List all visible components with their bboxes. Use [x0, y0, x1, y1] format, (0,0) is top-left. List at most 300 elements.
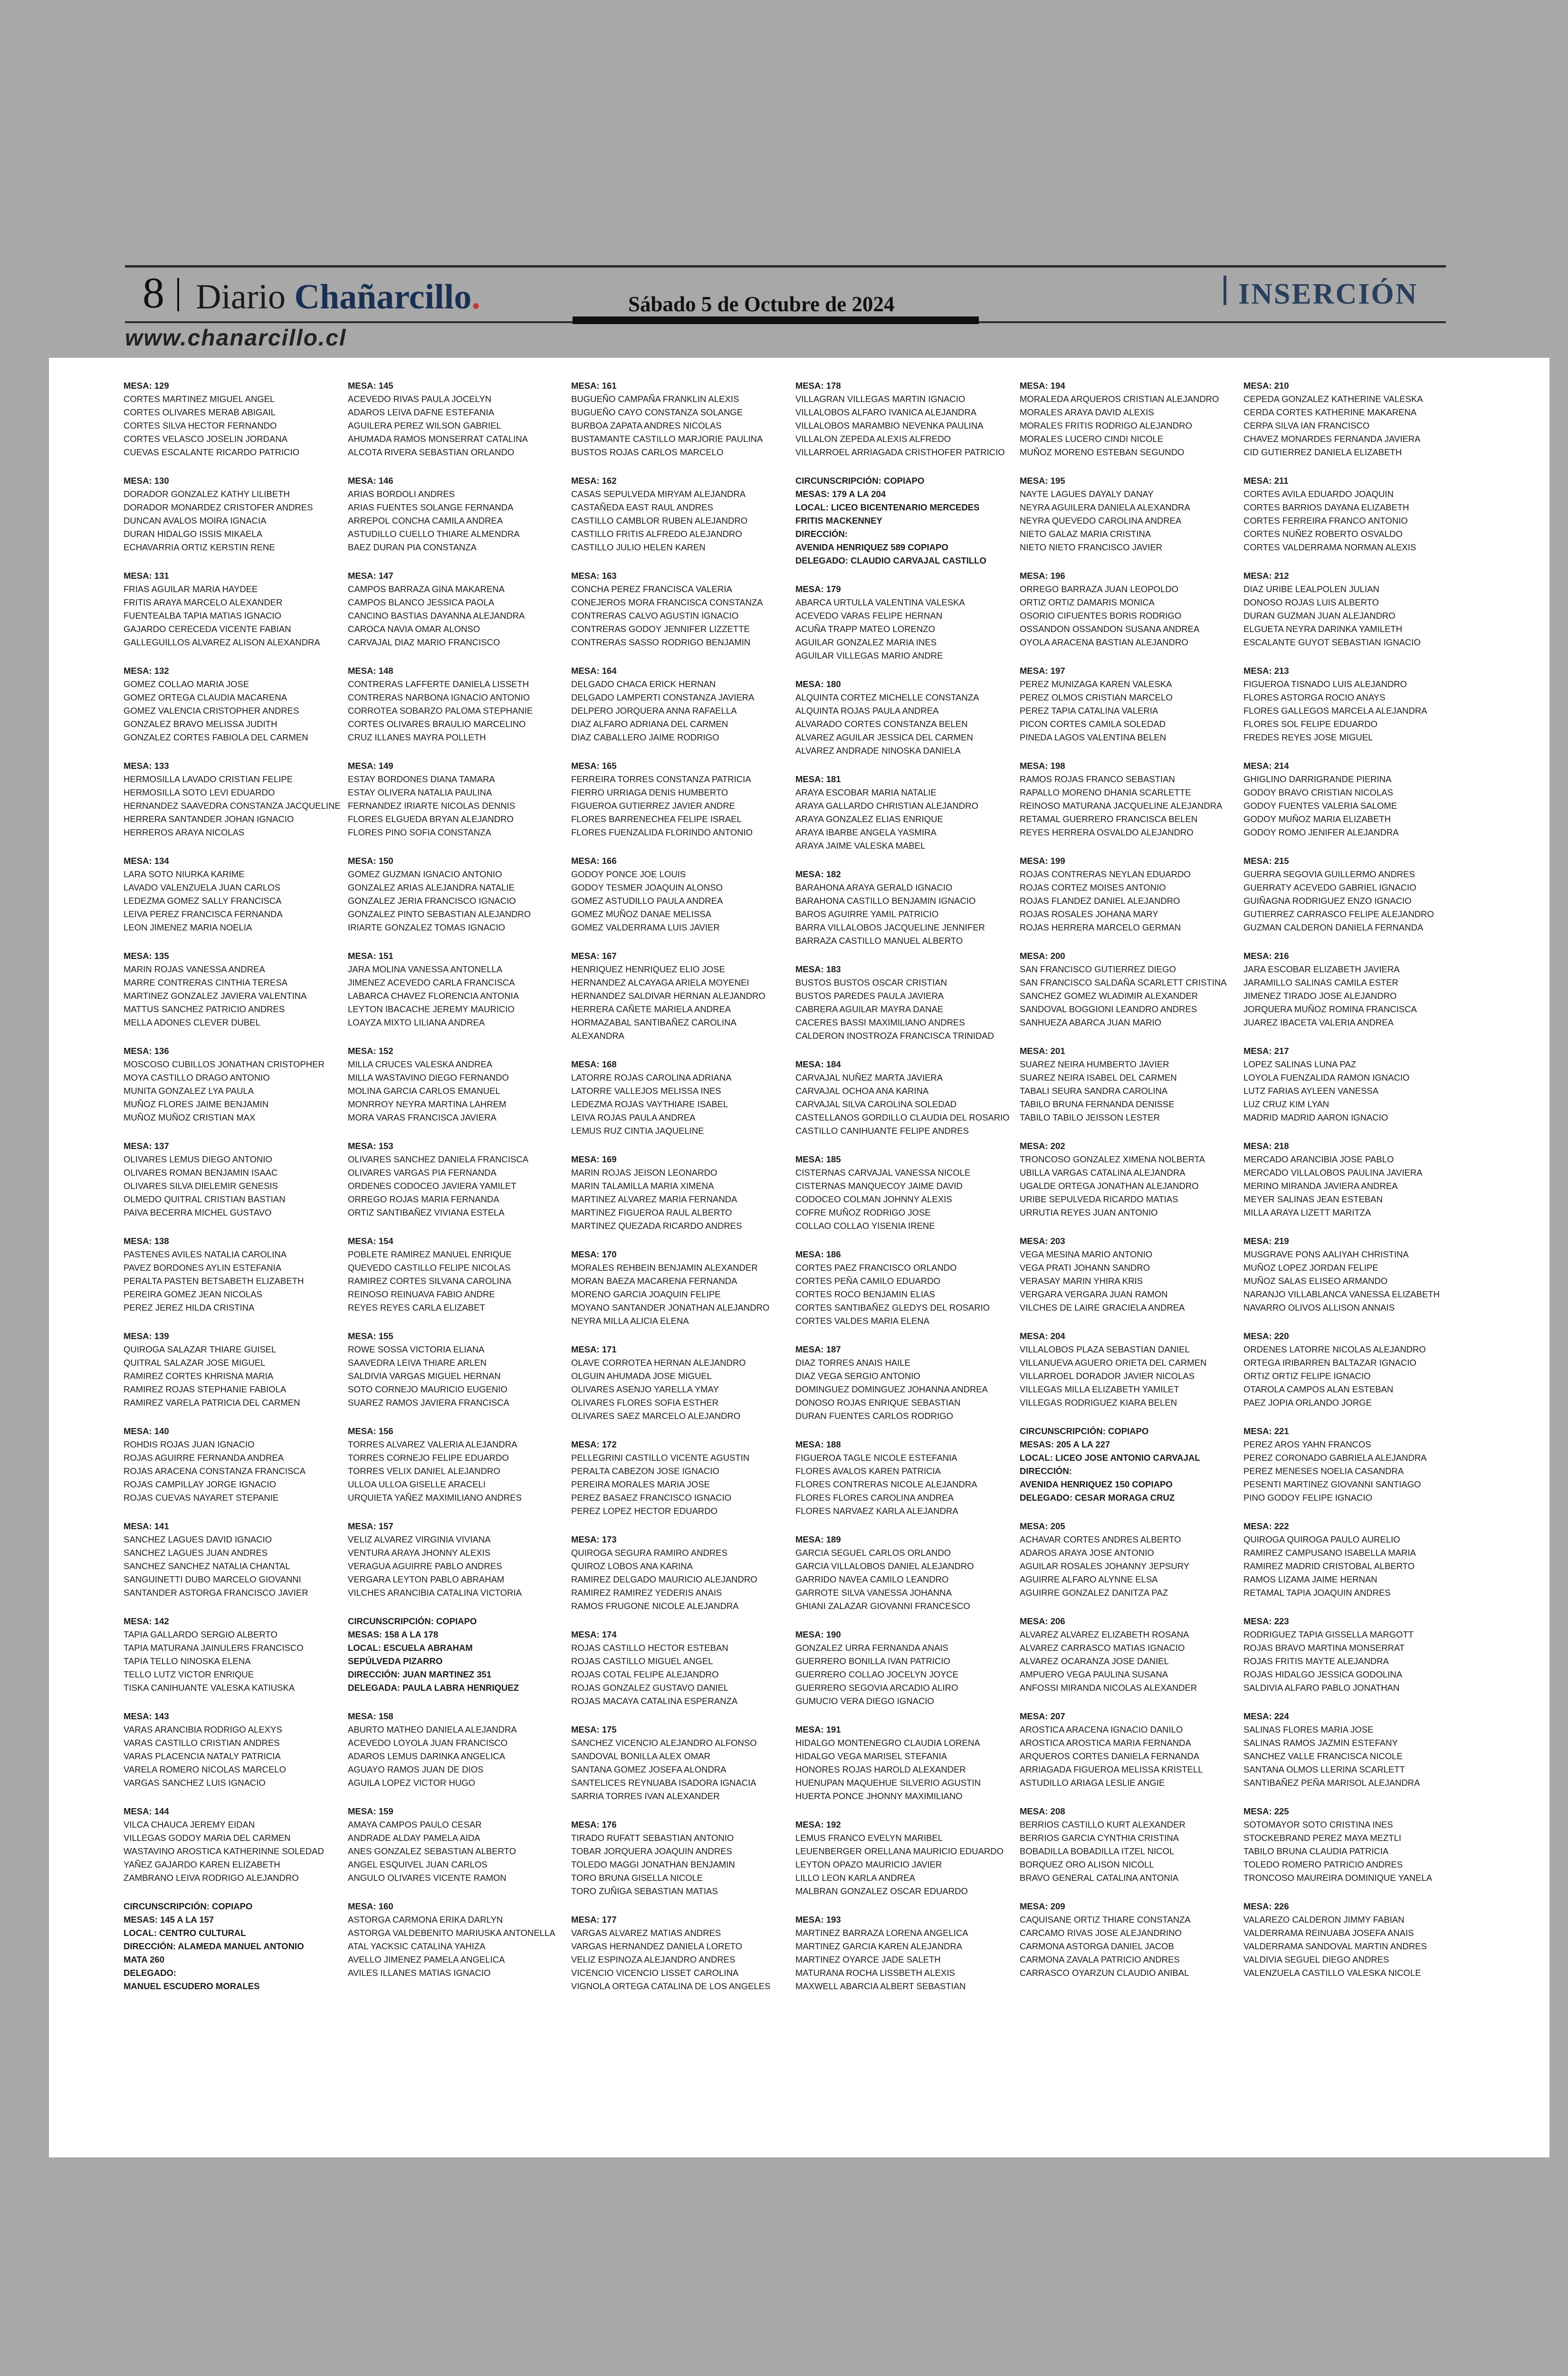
- voter-name: BARRAZA CASTILLO MANUEL ALBERTO: [795, 936, 963, 946]
- voter-name: CASTILLO CANIHUANTE FELIPE ANDRES: [795, 1126, 969, 1136]
- mesa-title: MESA: 225: [1243, 1806, 1289, 1816]
- voter-name: URRUTIA REYES JUAN ANTONIO: [1020, 1207, 1158, 1217]
- voter-name: CONTRERAS LAFFERTE DANIELA LISSETH: [348, 679, 529, 689]
- mesa-title: MESA: 159: [348, 1806, 393, 1816]
- voter-name: JIMENEZ TIRADO JOSE ALEJANDRO: [1243, 991, 1397, 1001]
- voter-name: CASTILLO FRITIS ALFREDO ALEJANDRO: [571, 529, 742, 539]
- voter-name: AMAYA CAMPOS PAULO CESAR: [348, 1820, 482, 1830]
- voter-name: BRAVO GENERAL CATALINA ANTONIA: [1020, 1873, 1179, 1883]
- voter-name: DELPERO JORQUERA ANNA RAFAELLA: [571, 706, 737, 716]
- voter-name: BUSTOS ROJAS CARLOS MARCELO: [571, 447, 724, 457]
- voter-name: BUGUEÑO CAYO CONSTANZA SOLANGE: [571, 407, 743, 417]
- voter-name: LABARCA CHAVEZ FLORENCIA ANTONIA: [348, 991, 519, 1001]
- mesa-title: MESA: 190: [795, 1629, 841, 1639]
- voter-name: ORTIZ ORTIZ DAMARIS MONICA: [1020, 597, 1155, 607]
- voter-name: ARAYA GALLARDO CHRISTIAN ALEJANDRO: [795, 801, 978, 811]
- voter-name: LARA SOTO NIURKA KARIME: [124, 869, 245, 879]
- mesa-block: [1243, 379, 1457, 459]
- mesa-block: [124, 569, 337, 649]
- voter-name: PEREZ MENESES NOELIA CASANDRA: [1243, 1466, 1404, 1476]
- voter-name: LEYTON OPAZO MAURICIO JAVIER: [795, 1859, 942, 1869]
- voter-name: HERNANDEZ ALCAYAGA ARIELA MOYENEI: [571, 977, 749, 987]
- mesa-title: MESA: 223: [1243, 1616, 1289, 1626]
- voter-name: SANTANA GOMEZ JOSEFA ALONDRA: [571, 1764, 727, 1774]
- mesa-block: [1020, 664, 1233, 744]
- mesa-title: MESA: 209: [1020, 1901, 1065, 1911]
- voter-name: DIAZ CABALLERO JAIME RODRIGO: [571, 732, 719, 742]
- voter-name: DELGADO CHACA ERICK HERNAN: [571, 679, 716, 689]
- mesa-block: [1243, 569, 1457, 649]
- location-detail-line: DIRECCIÓN:: [1020, 1466, 1072, 1476]
- voter-name: FRITIS ARAYA MARCELO ALEXANDER: [124, 597, 283, 607]
- mesa-title: MESA: 147: [348, 571, 393, 581]
- voter-name: AGUILAR GONZALEZ MARIA INES: [795, 637, 937, 647]
- voter-name: GODOY TESMER JOAQUIN ALONSO: [571, 882, 723, 892]
- voter-name: MARTINEZ BARRAZA LORENA ANGELICA: [795, 1928, 968, 1938]
- voter-name: PEREZ TAPIA CATALINA VALERIA: [1020, 706, 1158, 716]
- mesa-title: MESA: 213: [1243, 666, 1289, 676]
- voter-name: VELIZ ESPINOZA ALEJANDRO ANDRES: [571, 1954, 736, 1964]
- voter-name: GARROTE SILVA VANESSA JOHANNA: [795, 1588, 952, 1598]
- voter-name: AGUIRRE ALFARO ALYNNE ELSA: [1020, 1574, 1158, 1584]
- voter-name: WASTAVINO AROSTICA KATHERINNE SOLEDAD: [124, 1846, 324, 1856]
- mesa-block: [1020, 1520, 1233, 1600]
- voter-name: ACEVEDO VARAS FELIPE HERNAN: [795, 611, 943, 621]
- location-detail-line: LOCAL: LICEO BICENTENARIO MERCEDES: [795, 502, 980, 512]
- voter-name: RAMIREZ CORTES SILVANA CAROLINA: [348, 1276, 512, 1286]
- mesa-block: [348, 854, 562, 934]
- voter-name: PESENTI MARTINEZ GIOVANNI SANTIAGO: [1243, 1479, 1421, 1489]
- mesa-block: [124, 759, 341, 839]
- voter-name: MARRE CONTRERAS CINTHIA TERESA: [124, 977, 288, 987]
- voter-name: DIAZ URIBE LEALPOLEN JULIAN: [1243, 584, 1379, 594]
- mesa-title: MESA: 178: [795, 381, 841, 391]
- voter-name: CORTES BARRIOS DAYANA ELIZABETH: [1243, 502, 1409, 512]
- voter-name: PEREZ AROS YAHN FRANCOS: [1243, 1439, 1371, 1449]
- mesa-block: [795, 773, 1009, 853]
- voter-name: TAPIA GALLARDO SERGIO ALBERTO: [124, 1629, 277, 1639]
- voter-name: ADAROS ARAYA JOSE ANTONIO: [1020, 1548, 1154, 1558]
- voter-name: TORO ZUÑIGA SEBASTIAN MATIAS: [571, 1886, 718, 1896]
- mesa-title: MESA: 144: [124, 1806, 169, 1816]
- voter-name: CARMONA ZAVALA PATRICIO ANDRES: [1020, 1954, 1180, 1964]
- voter-name: SALDIVIA ALFARO PABLO JONATHAN: [1243, 1683, 1400, 1693]
- voter-name: DELGADO LAMPERTI CONSTANZA JAVIERA: [571, 692, 755, 702]
- voter-name: FIGUEROA TISNADO LUIS ALEJANDRO: [1243, 679, 1407, 689]
- mesa-title: MESA: 154: [348, 1236, 393, 1246]
- mesa-title: MESA: 151: [348, 951, 393, 961]
- voter-name: TOLEDO MAGGI JONATHAN BENJAMIN: [571, 1859, 735, 1869]
- mesa-title: MESA: 189: [795, 1534, 841, 1544]
- voter-name: DORADOR MONARDEZ CRISTOFER ANDRES: [124, 502, 313, 512]
- voter-name: RAMIREZ DELGADO MAURICIO ALEJANDRO: [571, 1574, 757, 1584]
- voter-name: QUIROGA SEGURA RAMIRO ANDRES: [571, 1548, 727, 1558]
- mesa-block: [1243, 854, 1457, 934]
- voter-name: LAVADO VALENZUELA JUAN CARLOS: [124, 882, 281, 892]
- voter-name: SANCHEZ LAGUES DAVID IGNACIO: [124, 1534, 272, 1544]
- voter-name: TELLO LUTZ VICTOR ENRIQUE: [124, 1669, 254, 1679]
- voter-name: PEREZ BASAEZ FRANCISCO IGNACIO: [571, 1493, 732, 1503]
- mesa-block: [571, 1533, 785, 1613]
- mesa-title: MESA: 168: [571, 1059, 617, 1069]
- voter-name: GONZALEZ PINTO SEBASTIAN ALEJANDRO: [348, 909, 531, 919]
- mesa-title: MESA: 217: [1243, 1046, 1289, 1056]
- mesa-block: [795, 1818, 1009, 1898]
- voter-name: ALVAREZ ALVAREZ ELIZABETH ROSANA: [1020, 1629, 1189, 1639]
- voter-name: DONOSO ROJAS LUIS ALBERTO: [1243, 597, 1379, 607]
- voter-name: GODOY MUÑOZ MARIA ELIZABETH: [1243, 814, 1391, 824]
- voter-name: ROJAS MACAYA CATALINA ESPERANZA: [571, 1696, 738, 1706]
- voter-name: MALBRAN GONZALEZ OSCAR EDUARDO: [795, 1886, 968, 1896]
- voter-name: AGUILERA PEREZ WILSON GABRIEL: [348, 421, 501, 431]
- voter-name: ROJAS HERRERA MARCELO GERMAN: [1020, 922, 1181, 932]
- mesa-block: [795, 678, 1009, 757]
- mesa-block: [348, 379, 562, 459]
- mesa-block: [348, 474, 562, 554]
- voter-name: VILCHES ARANCIBIA CATALINA VICTORIA: [348, 1588, 522, 1598]
- voter-name: LEDEZMA GOMEZ SALLY FRANCISCA: [124, 896, 282, 906]
- voter-name: SALDIVIA VARGAS MIGUEL HERNAN: [348, 1371, 501, 1381]
- voter-name: GONZALEZ URRA FERNANDA ANAIS: [795, 1643, 948, 1653]
- voter-name: VALENZUELA CASTILLO VALESKA NICOLE: [1243, 1968, 1421, 1978]
- mesa-block: [795, 1058, 1009, 1138]
- voter-name: CORTES PEÑA CAMILO EDUARDO: [795, 1276, 940, 1286]
- mesa-block: [124, 949, 337, 1029]
- mesa-block: [348, 1235, 562, 1314]
- mesa-title: MESA: 214: [1243, 761, 1289, 771]
- voter-name: QUITRAL SALAZAR JOSE MIGUEL: [124, 1358, 266, 1368]
- voter-name: CARVAJAL DIAZ MARIO FRANCISCO: [348, 637, 500, 647]
- mesa-block: [795, 963, 1009, 1043]
- voter-name: SALINAS FLORES MARIA JOSE: [1243, 1725, 1374, 1734]
- voter-name: ALQUINTA ROJAS PAULA ANDREA: [795, 706, 939, 716]
- mesa-block: [571, 1058, 785, 1138]
- voter-name: MEYER SALINAS JEAN ESTEBAN: [1243, 1194, 1383, 1204]
- voter-name: RAMOS FRUGONE NICOLE ALEJANDRA: [571, 1601, 739, 1611]
- mesa-block: [795, 1533, 1009, 1613]
- voter-name: GUMUCIO VERA DIEGO IGNACIO: [795, 1696, 934, 1706]
- voter-name: VILLAGRAN VILLEGAS MARTIN IGNACIO: [795, 394, 966, 404]
- voter-name: HENRIQUEZ HENRIQUEZ ELIO JOSE: [571, 964, 725, 974]
- mesa-block: [348, 1710, 562, 1790]
- mesa-title: MESA: 164: [571, 666, 617, 676]
- voter-name: PEREIRA GOMEZ JEAN NICOLAS: [124, 1289, 262, 1299]
- mesa-title: MESA: 132: [124, 666, 169, 676]
- voter-name: ORREGO ROJAS MARIA FERNANDA: [348, 1194, 499, 1204]
- location-detail-line: DELEGADO: CLAUDIO CARVAJAL CASTILLO: [795, 556, 986, 565]
- mesa-title: MESA: 179: [795, 584, 841, 594]
- mesa-title: MESA: 177: [571, 1915, 617, 1925]
- voter-name: GOMEZ ORTEGA CLAUDIA MACARENA: [124, 692, 287, 702]
- voter-name: NEYRA AGUILERA DANIELA ALEXANDRA: [1020, 502, 1190, 512]
- mesa-title: MESA: 146: [348, 476, 393, 486]
- voter-name: OLIVARES LEMUS DIEGO ANTONIO: [124, 1154, 272, 1164]
- mesa-title: MESA: 186: [795, 1249, 841, 1259]
- voter-name: RAMIREZ ROJAS STEPHANIE FABIOLA: [124, 1384, 287, 1394]
- voter-name: OLAVE CORROTEA HERNAN ALEJANDRO: [571, 1358, 746, 1368]
- mesa-block: [124, 1044, 337, 1124]
- voter-name: MUÑOZ LOPEZ JORDAN FELIPE: [1243, 1263, 1378, 1273]
- voter-name: JARA ESCOBAR ELIZABETH JAVIERA: [1243, 964, 1400, 974]
- voter-name: ROJAS ARACENA CONSTANZA FRANCISCA: [124, 1466, 306, 1476]
- voter-name: LEMUS FRANCO EVELYN MARIBEL: [795, 1833, 943, 1843]
- mesa-title: MESA: 160: [348, 1901, 393, 1911]
- voter-name: POBLETE RAMIREZ MANUEL ENRIQUE: [348, 1249, 512, 1259]
- mesa-block: [571, 1913, 785, 1993]
- voter-name: VILLANUEVA AGUERO ORIETA DEL CARMEN: [1020, 1358, 1207, 1368]
- masthead-regular: Diario: [196, 278, 295, 316]
- voter-name: RAMIREZ CAMPUSANO ISABELLA MARIA: [1243, 1548, 1416, 1558]
- voter-name: VARELA ROMERO NICOLAS MARCELO: [124, 1764, 286, 1774]
- voter-name: GARCIA SEGUEL CARLOS ORLANDO: [795, 1548, 951, 1558]
- voter-name: CONEJEROS MORA FRANCISCA CONSTANZA: [571, 597, 763, 607]
- voter-name: CISTERNAS MANQUECOY JAIME DAVID: [795, 1181, 963, 1191]
- voter-name: LEIVA PEREZ FRANCISCA FERNANDA: [124, 909, 283, 919]
- mesa-title: MESA: 203: [1020, 1236, 1065, 1246]
- voter-name: VARAS PLACENCIA NATALY PATRICIA: [124, 1751, 281, 1761]
- mesa-title: MESA: 182: [795, 869, 841, 879]
- mesa-block: [795, 583, 1009, 662]
- voter-name: ECHAVARRIA ORTIZ KERSTIN RENE: [124, 542, 275, 552]
- voter-name: MILLA WASTAVINO DIEGO FERNANDO: [348, 1073, 509, 1083]
- mesa-block: [1020, 1710, 1233, 1790]
- voter-name: FERNANDEZ IRIARTE NICOLAS DENNIS: [348, 801, 516, 811]
- voter-name: RAMIREZ RAMIREZ YEDERIS ANAIS: [571, 1588, 722, 1598]
- voter-name: GARRIDO NAVEA CAMILO LEANDRO: [795, 1574, 949, 1584]
- voter-name: BUGUEÑO CAMPAÑA FRANKLIN ALEXIS: [571, 394, 739, 404]
- voter-name: MERCADO VILLALOBOS PAULINA JAVIERA: [1243, 1168, 1423, 1178]
- voter-name: CASTELLANOS GORDILLO CLAUDIA DEL ROSARIO: [795, 1112, 1010, 1122]
- mesa-title: MESA: 157: [348, 1521, 393, 1531]
- voter-name: ASTUDILLO CUELLO THIARE ALMENDRA: [348, 529, 520, 539]
- voter-name: VARAS ARANCIBIA RODRIGO ALEXYS: [124, 1725, 282, 1734]
- mesa-title: MESA: 165: [571, 761, 617, 771]
- mesa-block: [348, 1330, 562, 1409]
- circunscripcion-title: CIRCUNSCRIPCIÓN: COPIAPO: [348, 1616, 477, 1626]
- mesa-title: MESA: 167: [571, 951, 617, 961]
- mesa-block: [1243, 949, 1457, 1029]
- voter-name: CARVAJAL OCHOA ANA KARINA: [795, 1086, 929, 1096]
- voter-name: VILLALOBOS MARAMBIO NEVENKA PAULINA: [795, 421, 984, 431]
- mesa-title: MESA: 207: [1020, 1711, 1065, 1721]
- voter-name: VALAREZO CALDERON JIMMY FABIAN: [1243, 1915, 1405, 1925]
- mesa-title: MESA: 196: [1020, 571, 1065, 581]
- mesa-block: [571, 664, 785, 744]
- voter-name: SANDOVAL BONILLA ALEX OMAR: [571, 1751, 711, 1761]
- voter-name: FUENTEALBA TAPIA MATIAS IGNACIO: [124, 611, 282, 621]
- voter-name: GOMEZ VALDERRAMA LUIS JAVIER: [571, 922, 720, 932]
- voter-name: GOMEZ COLLAO MARIA JOSE: [124, 679, 249, 689]
- voter-name: CERPA SILVA IAN FRANCISCO: [1243, 421, 1370, 431]
- voter-name: OSSANDON OSSANDON SUSANA ANDREA: [1020, 624, 1200, 634]
- voter-name: ARQUEROS CORTES DANIELA FERNANDA: [1020, 1751, 1199, 1761]
- mesa-block: [1243, 474, 1457, 554]
- mesa-title: MESA: 139: [124, 1331, 169, 1341]
- page-number-divider: [177, 278, 179, 311]
- voter-name: ESTAY BORDONES DIANA TAMARA: [348, 774, 495, 784]
- voter-name: DUNCAN AVALOS MOIRA IGNACIA: [124, 516, 267, 526]
- voter-name: YAÑEZ GAJARDO KAREN ELIZABETH: [124, 1859, 280, 1869]
- voter-name: ROHDIS ROJAS JUAN IGNACIO: [124, 1439, 255, 1449]
- column-5: [1020, 379, 1233, 1995]
- voter-name: FLORES ELGUEDA BRYAN ALEJANDRO: [348, 814, 514, 824]
- voter-name: MARTINEZ ALVAREZ MARIA FERNANDA: [571, 1194, 737, 1204]
- mesa-title: MESA: 216: [1243, 951, 1289, 961]
- mesa-block: [348, 1520, 562, 1600]
- voter-name: GONZALEZ JERIA FRANCISCO IGNACIO: [348, 896, 516, 906]
- mesa-block: [571, 379, 785, 459]
- voter-name: FERREIRA TORRES CONSTANZA PATRICIA: [571, 774, 751, 784]
- mesa-block: [1243, 1805, 1457, 1885]
- mesa-block: [1020, 1140, 1233, 1219]
- voter-name: VARAS CASTILLO CRISTIAN ANDRES: [124, 1738, 280, 1748]
- voter-name: ROJAS GONZALEZ GUSTAVO DANIEL: [571, 1683, 729, 1693]
- voter-name: SANTANA OLMOS LLERINA SCARLETT: [1243, 1764, 1405, 1774]
- mesa-block: [124, 379, 337, 459]
- mesa-title: MESA: 141: [124, 1521, 169, 1531]
- voter-name: BARAHONA ARAYA GERALD IGNACIO: [795, 882, 953, 892]
- voter-name: ASTORGA CARMONA ERIKA DARLYN: [348, 1915, 503, 1925]
- mesa-title: MESA: 187: [795, 1344, 841, 1354]
- voter-name: LATORRE ROJAS CAROLINA ADRIANA: [571, 1073, 732, 1083]
- voter-name: AVILES ILLANES MATIAS IGNACIO: [348, 1968, 491, 1978]
- voter-name: ALVAREZ AGUILAR JESSICA DEL CARMEN: [795, 732, 973, 742]
- mesa-title: MESA: 197: [1020, 666, 1065, 676]
- mesa-block: [795, 1913, 1009, 1993]
- mesa-title: MESA: 199: [1020, 856, 1065, 866]
- voter-name: NARANJO VILLABLANCA VANESSA ELIZABETH: [1243, 1289, 1440, 1299]
- mesa-title: MESA: 149: [348, 761, 393, 771]
- mesa-title: MESA: 166: [571, 856, 617, 866]
- voter-name: SUAREZ RAMOS JAVIERA FRANCISCA: [348, 1398, 509, 1408]
- header-top-rule: [125, 265, 1446, 268]
- voter-name: CORTES SANTIBAÑEZ GLEDYS DEL ROSARIO: [795, 1303, 990, 1313]
- mesa-block: [348, 1900, 562, 1980]
- website-url: www.chanarcillo.cl: [125, 326, 347, 351]
- voter-name: SANCHEZ GOMEZ WLADIMIR ALEXANDER: [1020, 991, 1198, 1001]
- voter-name: NIETO GALAZ MARIA CRISTINA: [1020, 529, 1151, 539]
- voter-name: MORALES REHBEIN BENJAMIN ALEXANDER: [571, 1263, 758, 1273]
- mesa-block: [348, 1044, 562, 1124]
- circunscripcion-block: [795, 474, 1009, 567]
- voter-name: TABALI SEURA SANDRA CAROLINA: [1020, 1086, 1168, 1096]
- voter-name: OLIVARES SAEZ MARCELO ALEJANDRO: [571, 1411, 741, 1421]
- voter-name: BUSTAMANTE CASTILLO MARJORIE PAULINA: [571, 434, 763, 444]
- voter-name: CAQUISANE ORTIZ THIARE CONSTANZA: [1020, 1915, 1191, 1925]
- voter-name: CASAS SEPULVEDA MIRYAM ALEJANDRA: [571, 489, 746, 499]
- voter-name: FRIAS AGUILAR MARIA HAYDEE: [124, 584, 258, 594]
- voter-name: SANHUEZA ABARCA JUAN MARIO: [1020, 1017, 1162, 1027]
- voter-name: OLIVARES SILVA DIELEMIR GENESIS: [124, 1181, 278, 1191]
- location-detail-line: DIRECCIÓN: JUAN MARTINEZ 351: [348, 1669, 492, 1679]
- voter-name: VILLEGAS MILLA ELIZABETH YAMILET: [1020, 1384, 1179, 1394]
- voter-name: AHUMADA RAMOS MONSERRAT CATALINA: [348, 434, 528, 444]
- circunscripcion-title: CIRCUNSCRIPCIÓN: COPIAPO: [1020, 1426, 1149, 1436]
- voter-name: MATURANA ROCHA LISSBETH ALEXIS: [795, 1968, 955, 1978]
- voter-name: BAROS AGUIRRE YAMIL PATRICIO: [795, 909, 939, 919]
- voter-name: HERMOSILLA LAVADO CRISTIAN FELIPE: [124, 774, 293, 784]
- voter-name: PEREIRA MORALES MARIA JOSE: [571, 1479, 710, 1489]
- voter-name: SANCHEZ LAGUES JUAN ANDRES: [124, 1548, 268, 1558]
- voter-name: TORRES VELIX DANIEL ALEJANDRO: [348, 1466, 500, 1476]
- voter-name: CORTES SILVA HECTOR FERNANDO: [124, 421, 277, 431]
- voter-name: ACUÑA TRAPP MATEO LORENZO: [795, 624, 936, 634]
- voter-name: VERASAY MARIN YHIRA KRIS: [1020, 1276, 1143, 1286]
- voter-name: CHAVEZ MONARDES FERNANDA JAVIERA: [1243, 434, 1421, 444]
- voter-name: TOBAR JORQUERA JOAQUIN ANDRES: [571, 1846, 732, 1856]
- voter-name: CONTRERAS CALVO AGUSTIN IGNACIO: [571, 611, 739, 621]
- mesa-title: MESA: 134: [124, 856, 169, 866]
- voter-name: AROSTICA ARACENA IGNACIO DANILO: [1020, 1725, 1183, 1734]
- mesa-block: [1243, 664, 1457, 744]
- voter-name: FLORES ASTORGA ROCIO ANAYS: [1243, 692, 1386, 702]
- voter-name: VILLEGAS GODOY MARIA DEL CARMEN: [124, 1833, 291, 1843]
- mesa-title: MESA: 224: [1243, 1711, 1289, 1721]
- voter-name: MARIN TALAMILLA MARIA XIMENA: [571, 1181, 714, 1191]
- voter-name: PEREZ JEREZ HILDA CRISTINA: [124, 1303, 255, 1313]
- masthead: [196, 279, 480, 315]
- mesa-block: [1243, 1235, 1457, 1314]
- mesa-block: [348, 1805, 562, 1885]
- voter-name: VERAGUA AGUIRRE PABLO ANDRES: [348, 1561, 502, 1571]
- location-detail-line: MESAS: 158 A LA 178: [348, 1629, 439, 1639]
- voter-name: VALDERRAMA SANDOVAL MARTIN ANDRES: [1243, 1941, 1427, 1951]
- column-3: [571, 379, 785, 2008]
- mesa-block: [571, 474, 785, 554]
- mesa-title: MESA: 175: [571, 1725, 617, 1734]
- voter-name: RAMOS ROJAS FRANCO SEBASTIAN: [1020, 774, 1175, 784]
- voter-name: GARCIA VILLALOBOS DANIEL ALEJANDRO: [795, 1561, 974, 1571]
- mesa-title: MESA: 219: [1243, 1236, 1289, 1246]
- voter-name: MILLA ARAYA LIZETT MARITZA: [1243, 1207, 1371, 1217]
- voter-name: MILLA CRUCES VALESKA ANDREA: [348, 1059, 492, 1069]
- voter-name: FLORES CONTRERAS NICOLE ALEJANDRA: [795, 1479, 977, 1489]
- voter-name: NEYRA MILLA ALICIA ELENA: [571, 1316, 689, 1326]
- circunscripcion-block: [348, 1615, 562, 1695]
- voter-name: ANGULO OLIVARES VICENTE RAMON: [348, 1873, 507, 1883]
- voter-name: SANGUINETTI DUBO MARCELO GIOVANNI: [124, 1574, 301, 1584]
- voter-name: ESTAY OLIVERA NATALIA PAULINA: [348, 787, 492, 797]
- voter-name: ARIAS FUENTES SOLANGE FERNANDA: [348, 502, 514, 512]
- voter-name: ROJAS CAMPILLAY JORGE IGNACIO: [124, 1479, 277, 1489]
- voter-name: REINOSO MATURANA JACQUELINE ALEJANDRA: [1020, 801, 1223, 811]
- voter-name: HERREROS ARAYA NICOLAS: [124, 827, 245, 837]
- mesa-block: [124, 1425, 337, 1504]
- voter-name: ALVAREZ OCARANZA JOSE DANIEL: [1020, 1656, 1169, 1666]
- voter-name: OLIVARES ROMAN BENJAMIN ISAAC: [124, 1168, 278, 1178]
- mesa-title: MESA: 212: [1243, 571, 1289, 581]
- location-detail-line: MESAS: 145 A LA 157: [124, 1915, 214, 1925]
- voter-name: MERCADO ARANCIBIA JOSE PABLO: [1243, 1154, 1394, 1164]
- mesa-title: MESA: 163: [571, 571, 617, 581]
- voter-name: SAAVEDRA LEIVA THIARE ARLEN: [348, 1358, 487, 1368]
- voter-name: HIDALGO VEGA MARISEL STEFANIA: [795, 1751, 947, 1761]
- voter-name: GONZALEZ ARIAS ALEJANDRA NATALIE: [348, 882, 515, 892]
- voter-name: DORADOR GONZALEZ KATHY LILIBETH: [124, 489, 290, 499]
- voter-name: CORTES AVILA EDUARDO JOAQUIN: [1243, 489, 1394, 499]
- mesa-block: [1243, 759, 1457, 839]
- mesa-title: MESA: 215: [1243, 856, 1289, 866]
- voter-name: TOLEDO ROMERO PATRICIO ANDRES: [1243, 1859, 1403, 1869]
- mesa-block: [571, 569, 785, 649]
- mesa-block: [1243, 1140, 1457, 1219]
- voter-name: FLORES GALLEGOS MARCELA ALEJANDRA: [1243, 706, 1427, 716]
- voter-name: PAIVA BECERRA MICHEL GUSTAVO: [124, 1207, 272, 1217]
- mesa-title: MESA: 131: [124, 571, 169, 581]
- mesa-title: MESA: 210: [1243, 381, 1289, 391]
- voter-name: MOYANO SANTANDER JONATHAN ALEJANDRO: [571, 1303, 770, 1313]
- location-detail-line: AVENIDA HENRIQUEZ 589 COPIAPO: [795, 542, 948, 552]
